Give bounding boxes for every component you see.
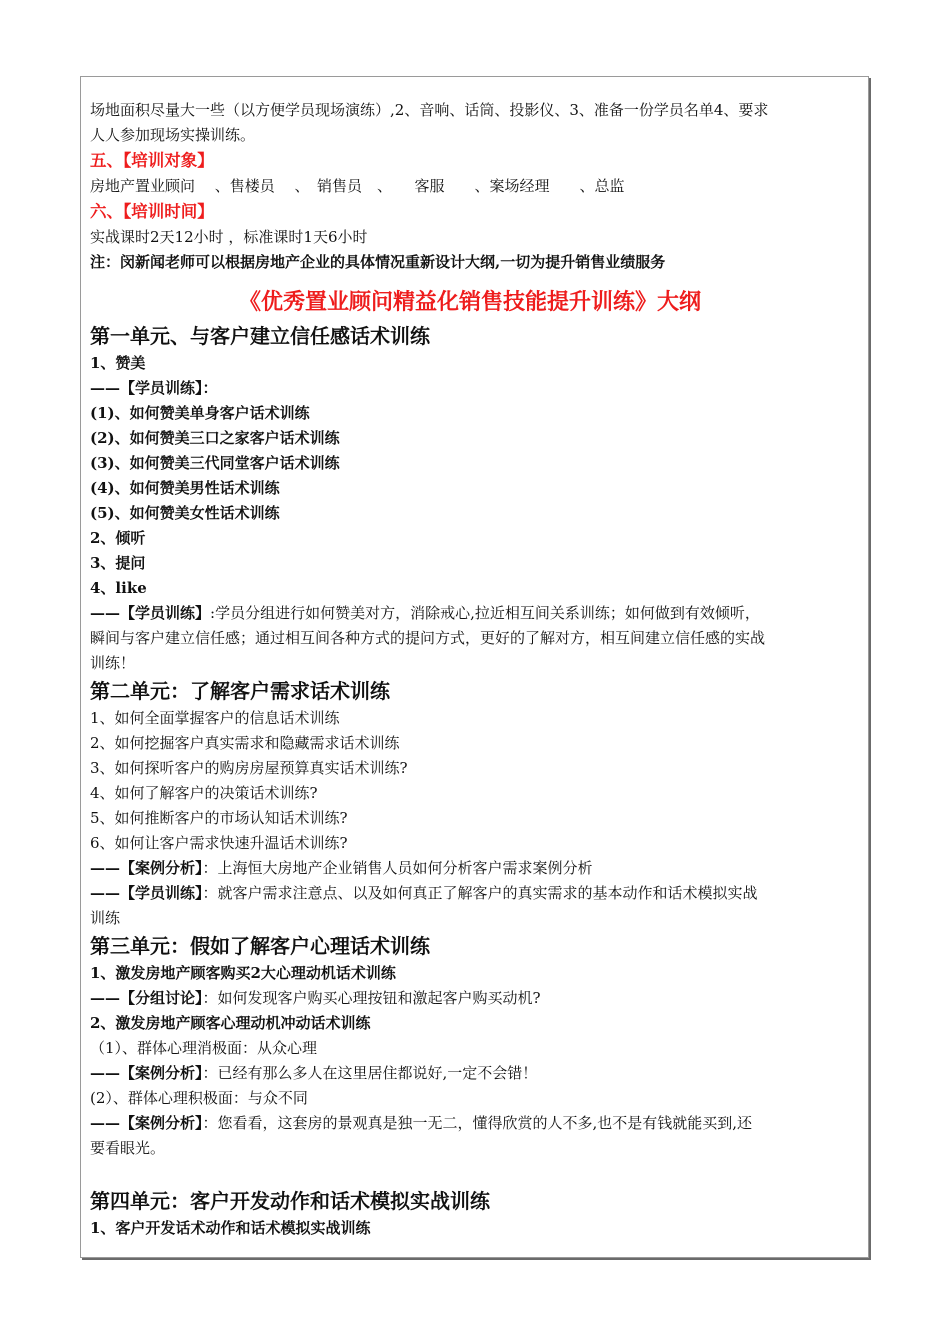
unit-1-item: 4、like — [90, 579, 147, 597]
section-5-heading: 五、【培训对象】 — [90, 151, 214, 170]
unit-1-training — [90, 601, 850, 626]
unit-1-item: ——【学员训练】： — [90, 379, 218, 397]
unit-1-item: (4)、如何赞美男性话术训练 — [90, 479, 280, 497]
unit-4-item-1: 1、客户开发话术动作和话术模拟实战训练 — [90, 1219, 371, 1237]
unit-3-title: 第三单元：假如了解客户心理话术训练 — [90, 934, 430, 958]
unit-2-training-line-2: 训练 — [90, 909, 121, 927]
unit-3-item-1: 1、激发房地产顾客购买2大心理动机话术训练 — [90, 964, 396, 982]
unit-1-title: 第一单元、与客户建立信任感话术训练 — [90, 324, 430, 348]
unit-2-item: 2、如何挖掘客户真实需求和隐藏需求话术训练 — [90, 734, 400, 752]
unit-3-case-2-label: ——【案例分析】 — [90, 1114, 203, 1132]
unit-4-title: 第四单元：客户开发动作和话术模拟实战训练 — [90, 1189, 490, 1213]
unit-2-item: 3、如何探听客户的购房房屋预算真实话术训练? — [90, 759, 408, 777]
unit-2-item: 4、如何了解客户的决策话术训练? — [90, 784, 318, 802]
unit-3-case-2-text: ：您看看，这套房的景观真是独一无二，懂得欣赏的人不多,也不是有钱就能买到,还 — [202, 1114, 753, 1132]
unit-1-item: 1、赞美 — [90, 354, 146, 372]
unit-3-sub-1: （1）、群体心理消极面：从众心理 — [90, 1039, 318, 1057]
unit-1-item: (5)、如何赞美女性话术训练 — [90, 504, 280, 522]
unit-2-training-label: ——【学员训练】 — [90, 884, 203, 902]
unit-2-training — [90, 881, 850, 906]
unit-2-case — [90, 856, 850, 881]
unit-2-case-text: ：上海恒大房地产企业销售人员如何分析客户需求案例分析 — [202, 859, 593, 877]
outline-title: 《优秀置业顾问精益化销售技能提升训练》大纲 — [238, 289, 701, 315]
unit-2-item: 5、如何推断客户的市场认知话术训练? — [90, 809, 348, 827]
unit-3-sub-2: (2）、群体心理积极面：与众不同 — [90, 1089, 308, 1107]
unit-1-item: 2、倾听 — [90, 529, 146, 547]
unit-1-training-label: ——【学员训练】 — [90, 604, 211, 622]
section-6-note: 注：闵新闻老师可以根据房地产企业的具体情况重新设计大纲,一切为提升销售业绩服务 — [90, 253, 666, 271]
unit-1-training-text: :学员分组进行如何赞美对方，消除戒心,拉近相互间关系训练；如何做到有效倾听， — [210, 604, 760, 622]
unit-3-discussion — [90, 986, 850, 1011]
section-5-text: 房地产置业顾问 、售楼员 、 销售员 、 客服 、案场经理 、总监 — [90, 177, 625, 195]
unit-2-title: 第二单元：了解客户需求话术训练 — [90, 679, 390, 703]
unit-2-item: 6、如何让客户需求快速升温话术训练? — [90, 834, 348, 852]
unit-3-case-1 — [90, 1061, 850, 1086]
spacer — [90, 1161, 850, 1186]
document-content — [90, 98, 850, 1241]
unit-3-case-2-line-2: 要看眼光。 — [90, 1139, 166, 1157]
unit-2-training-text: ：就客户需求注意点、以及如何真正了解客户的真实需求的基本动作和话术模拟实战 — [202, 884, 758, 902]
intro-line-2: 人人参加现场实操训练。 — [90, 126, 256, 144]
unit-1-item: (2)、如何赞美三口之家客户话术训练 — [90, 429, 340, 447]
section-6-text: 实战课时2天12小时 ，标准课时1天6小时 — [90, 228, 368, 246]
section-6-heading: 六、【培训时间】 — [90, 202, 214, 221]
unit-3-item-2: 2、激发房地产顾客心理动机冲动话术训练 — [90, 1014, 371, 1032]
unit-1-training-line-2: 瞬间与客户建立信任感；通过相互间各种方式的提问方式，更好的了解对方，相互间建立信任感的实战 — [90, 629, 766, 647]
unit-2-item: 1、如何全面掌握客户的信息话术训练 — [90, 709, 340, 727]
unit-3-case-1-label: ——【案例分析】 — [90, 1064, 203, 1082]
unit-3-case-2 — [90, 1111, 850, 1136]
intro-line-1: 场地面积尽量大一些（以方便学员现场演练）,2、音响、话筒、投影仪、3、准备一份学员名单4、要求 — [90, 101, 769, 119]
unit-1-item: (1)、如何赞美单身客户话术训练 — [90, 404, 310, 422]
unit-1-training-line-3: 训练！ — [90, 654, 136, 672]
unit-2-case-label: ——【案例分析】 — [90, 859, 203, 877]
unit-3-discussion-label: ——【分组讨论】 — [90, 989, 203, 1007]
unit-1-item: 3、提问 — [90, 554, 146, 572]
unit-1-item: (3)、如何赞美三代同堂客户话术训练 — [90, 454, 340, 472]
unit-3-case-1-text: ：已经有那么多人在这里居住都说好,一定不会错！ — [202, 1064, 538, 1082]
unit-3-discussion-text: ：如何发现客户购买心理按钮和激起客户购买动机? — [202, 989, 541, 1007]
